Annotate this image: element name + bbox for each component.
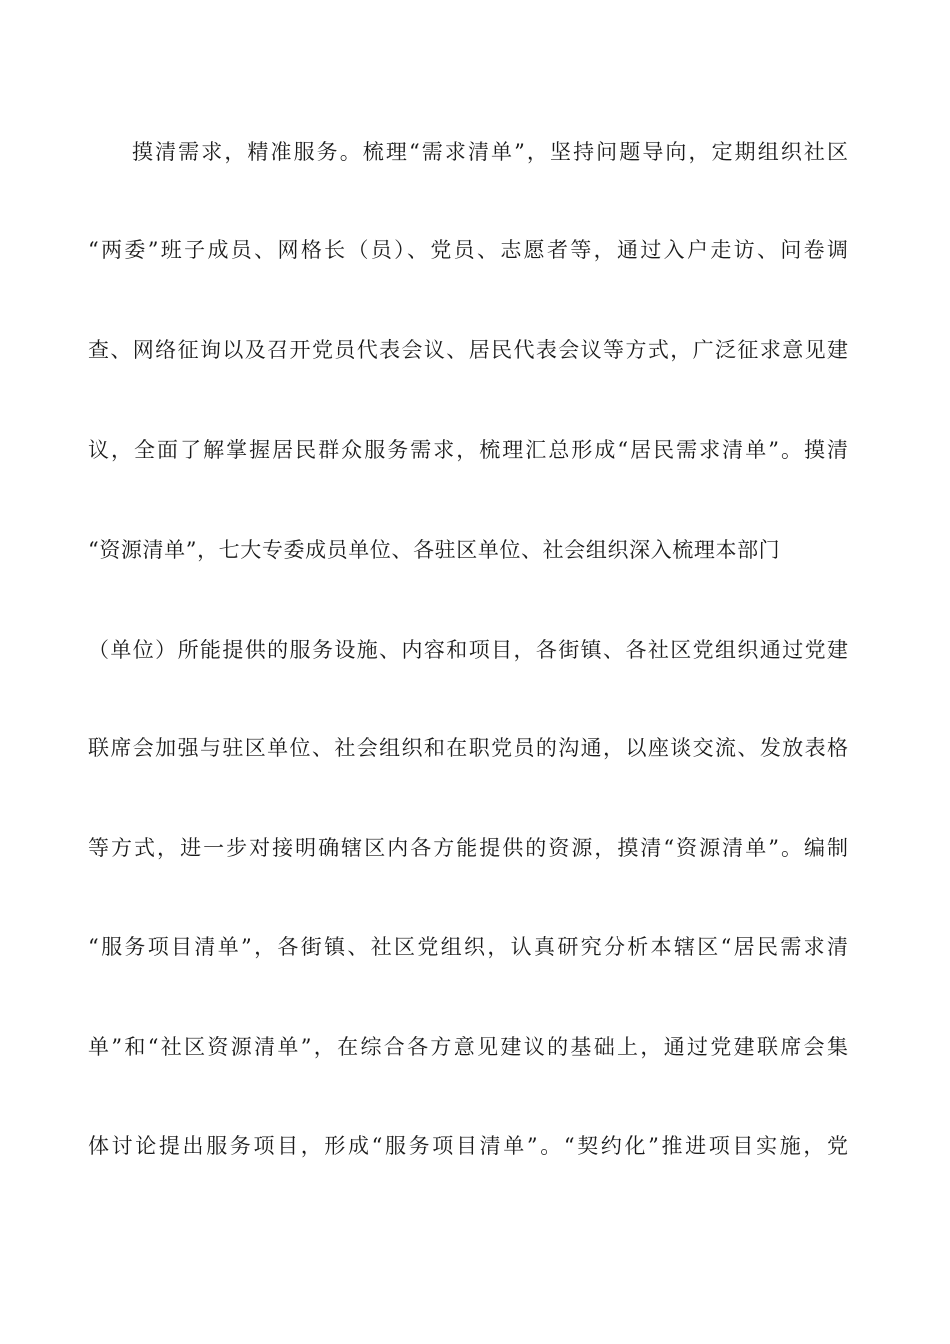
paragraph-line-5: “资源清单”，七大专委成员单位、各驻区单位、社会组织深入梳理本部门 bbox=[88, 538, 781, 562]
paragraph-line-4: 议，全面了解掌握居民群众服务需求，梳理汇总形成“居民需求清单”。摸清 bbox=[88, 438, 848, 462]
paragraph-line-1: 摸清需求，精准服务。梳理“需求清单”，坚持问题导向，定期组织社区 bbox=[132, 140, 848, 164]
paragraph-line-9: “服务项目清单”，各街镇、社区党组织，认真研究分析本辖区“居民需求清 bbox=[88, 935, 848, 959]
paragraph-line-2: “两委”班子成员、网格长（员）、党员、志愿者等，通过入户走访、问卷调 bbox=[88, 238, 848, 262]
paragraph-line-8: 等方式，进一步对接明确辖区内各方能提供的资源，摸清“资源清单”。编制 bbox=[88, 836, 848, 860]
paragraph-line-6: （单位）所能提供的服务设施、内容和项目，各街镇、各社区党组织通过党建 bbox=[88, 638, 848, 662]
paragraph-line-7: 联席会加强与驻区单位、社会组织和在职党员的沟通，以座谈交流、发放表格 bbox=[88, 736, 848, 760]
paragraph-line-3: 查、网络征询以及召开党员代表会议、居民代表会议等方式，广泛征求意见建 bbox=[88, 338, 848, 362]
paragraph-line-10: 单”和“社区资源清单”，在综合各方意见建议的基础上，通过党建联席会集 bbox=[88, 1035, 848, 1059]
paragraph-line-11: 体讨论提出服务项目，形成“服务项目清单”。“契约化”推进项目实施，党 bbox=[88, 1134, 848, 1158]
